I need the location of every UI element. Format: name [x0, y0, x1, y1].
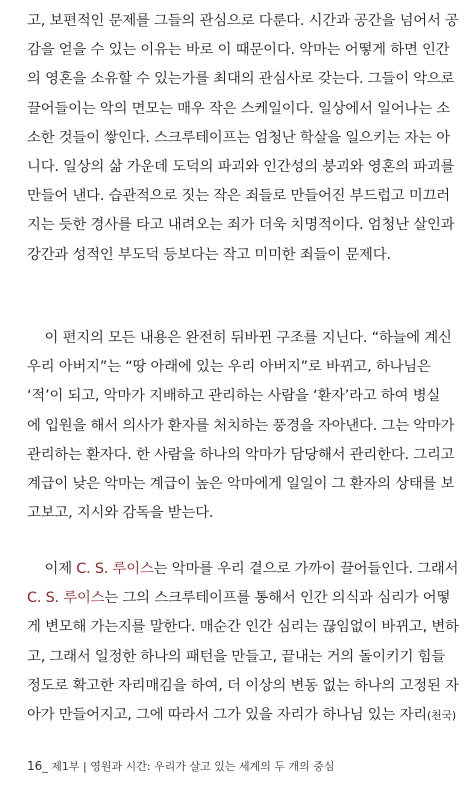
text-line: 만들어 낸다. 습관적으로 짓는 작은 죄들로 만들어진 부드럽고 미끄러	[27, 188, 451, 205]
text-line: ‘적’이 되고, 악마가 지배하고 관리하는 사람을 ‘환자’라고 하여 병실	[27, 388, 441, 405]
paragraph-3	[27, 555, 459, 730]
text-line: 계급이 낮은 악마는 계급이 높은 악마에게 일일이 그 환자의 상태를 보	[27, 475, 455, 492]
text-line: 이제 C. S. 루이스는 악마를 우리 곁으로 가까이 끌어들인다. 그래서	[44, 561, 459, 577]
text-line: 우리 아버지”는 “땅 아래에 있는 우리 아버지”로 바뀌고, 하나님은	[27, 359, 431, 376]
author-name: C. S. 루이스	[27, 590, 105, 607]
text-line: 고보고, 지시와 감독을 받는다.	[27, 505, 214, 522]
text-line: 에 입원을 해서 의사가 환자를 처치하는 풍경을 자아낸다. 그는 악마가	[27, 417, 455, 434]
text-line: 감을 얻을 수 있는 이유는 바로 이 때문이다. 악마는 어떻게 하면 인간	[27, 42, 450, 59]
text-line: 강간과 성적인 부도덕 등보다는 작고 미미한 죄들이 문제다.	[27, 246, 391, 263]
page-number: 16	[27, 759, 43, 773]
footer-separator: _	[42, 760, 48, 773]
author-name: C. S. 루이스	[76, 561, 154, 577]
text-line: 게 변모해 가는지를 말한다. 매순간 인간 심리는 끊임없이 바뀌고, 변하	[27, 619, 459, 636]
text-line: C. S. 루이스는 그의 스크루테이프를 통해서 인간 의식과 심리가 어떻	[27, 590, 451, 607]
paragraph-1	[27, 7, 459, 270]
text-line: 소한 것들이 쌓인다. 스크루테이프는 엄청난 학살을 일으키는 자는 아	[27, 129, 451, 146]
text-line: 고, 그래서 일정한 하나의 패턴을 만들고, 끝내는 거의 돌이키기 힘들	[27, 648, 446, 665]
parenthetical-note: (천국)	[426, 708, 457, 722]
text-line: 이 편지의 모든 내용은 완전히 뒤바뀐 구조를 지닌다. “하늘에 계신	[44, 330, 452, 346]
text-line: 아가 만들어지고, 그에 따라서 그가 있을 자리가 하나님 있는 자리(천국)	[27, 706, 457, 723]
page-footer	[27, 757, 334, 776]
text-line: 관리하는 환자다. 한 사람을 하나의 악마가 담당해서 관리한다. 그리고	[27, 446, 455, 463]
text-line: 지는 듯한 경사를 타고 내려오는 죄가 더욱 치명적이다. 엄청난 살인과	[27, 217, 455, 234]
text-line: 니다. 일상의 삶 가운데 도덕의 파괴와 인간성의 붕괴와 영혼의 파괴를	[27, 158, 455, 175]
text-line: 끌어들이는 악의 면모는 매우 작은 스케일이다. 일상에서 일어나는 소	[27, 100, 451, 117]
text-line: 정도로 확고한 자리매김을 하여, 더 이상의 변동 없는 하나의 고정된 자	[27, 677, 459, 694]
footer-chapter-title: 영원과 시간: 우리가 살고 있는 세계의 두 개의 중심	[90, 760, 335, 773]
footer-part: 제1부	[51, 760, 80, 773]
text-line: 고, 보편적인 문제를 그들의 관심으로 다룬다. 시간과 공간을 넘어서 공	[27, 13, 459, 29]
footer-bar: |	[83, 760, 87, 773]
text-line: 의 영혼을 소유할 수 있는가를 최대의 관심사로 갖는다. 그들이 악으로	[27, 71, 455, 88]
paragraph-2	[27, 324, 453, 528]
